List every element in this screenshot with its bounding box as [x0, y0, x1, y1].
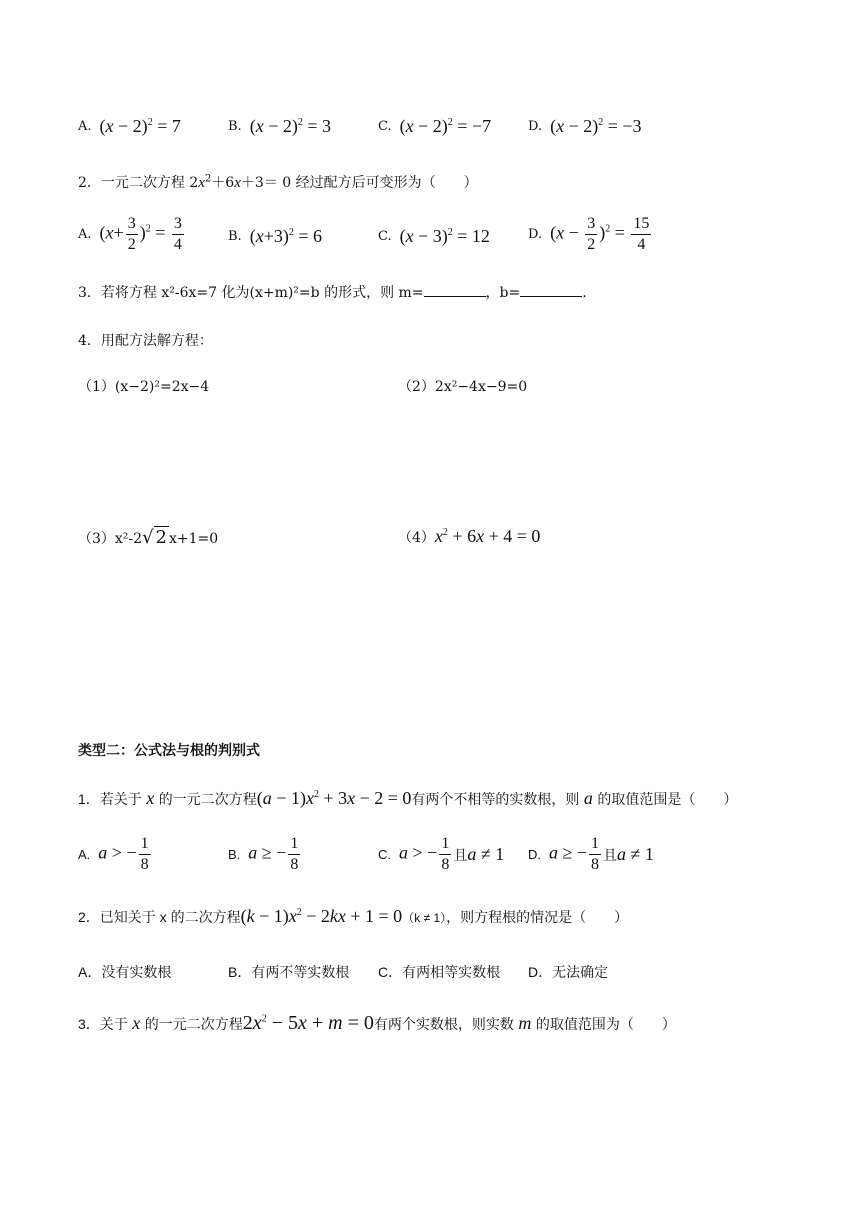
s2q1-option-d [528, 836, 654, 873]
option-label: C. [378, 847, 391, 862]
and-connector: 且 [603, 846, 618, 863]
sqrt-symbol: √ 2 [142, 527, 167, 548]
option-expression: a ≥ − $\frac{1}{8}$ [549, 835, 600, 873]
option-expression: $(x - 2)^2 = -3$ [550, 116, 642, 136]
answer-blank-b[interactable] [520, 284, 582, 297]
question-3-text [78, 282, 587, 302]
q1-option-c [378, 116, 491, 137]
q3-text-mid: ，b= [485, 285, 521, 301]
option-label: A. [78, 227, 92, 242]
option-condition: a ≠ 1 [617, 844, 654, 864]
q4-part-1: （1）(x−2)²=2x−4 [78, 379, 210, 395]
s2q2-condition: （k ≠ 1） [402, 911, 447, 925]
q1-option-a [78, 116, 181, 137]
s2q3-mid1: 的一元二次方程 [144, 1016, 243, 1032]
answer-blank-m[interactable] [424, 284, 486, 297]
option-expression: a ≥ − $\frac{1}{8}$ [248, 835, 299, 873]
q2-option-a [78, 216, 186, 253]
s2q3-mid2: 有两个实数根，则实数 [373, 1016, 514, 1032]
s2q1-pre: 1．若关于 [78, 791, 142, 807]
option-expression: $(x - 2)^2 = -7$ [399, 116, 492, 136]
s2q1-mid2: 有两个不相等的实数根，则 [411, 791, 580, 807]
q4-part-4 [398, 526, 540, 547]
section-heading: 类型二：公式法与根的判别式 [78, 742, 260, 758]
q3-text-post: . [582, 285, 587, 301]
option-label: D. [528, 119, 543, 134]
q4-part-3 [78, 526, 218, 548]
s2q1-post: 的取值范围是（ ） [597, 791, 738, 807]
option-label: C. [378, 119, 392, 134]
option-expression: $(x - 2)^2 = 3$ [249, 116, 331, 136]
q2-text-pre: 2．一元二次方程 2 [78, 175, 199, 191]
option-expression: $(x - 3)^2 = 12$ [399, 226, 490, 246]
q4-p3-pre: （3）x²-2 [78, 531, 143, 547]
s2q1-equation: $(a - 1)x^2 + 3x - 2 = 0$ [256, 788, 412, 808]
s2q2-option-b: B．有两不等实数根 [228, 964, 350, 980]
option-label: D. [528, 227, 543, 242]
s2q2-option-d: D．无法确定 [528, 964, 609, 980]
option-expression: a > − $\frac{1}{8}$ [399, 835, 450, 873]
s2q2-pre: 2．已知关于 x 的二次方程 [78, 909, 241, 925]
question-4-title: 4．用配方法解方程： [78, 333, 213, 349]
option-label: B. [228, 847, 241, 862]
option-expression: (x+ $\frac{3}{2}$ )$^2$ = $\frac{3}{4}$ [99, 215, 182, 253]
s2q2-equation: $(k - 1)x^2 - 2kx + 1 = 0$ [240, 906, 403, 926]
option-label: B. [228, 119, 242, 134]
q1-option-d [528, 116, 642, 137]
s2q3-post: 的取值范围为（ ） [535, 1016, 676, 1032]
q2-option-b [228, 226, 322, 247]
option-label: D. [528, 847, 541, 862]
s2q1-option-a [78, 836, 153, 873]
s2q1-option-b [228, 836, 302, 873]
option-label: C. [378, 229, 392, 244]
s2q2-option-c: C．有两相等实数根 [378, 964, 501, 980]
q2-option-c [378, 226, 490, 247]
and-connector: 且 [453, 846, 468, 863]
q4-p4-equation: $x^2 + 6x + 4 = 0$ [434, 526, 541, 546]
s2q2-option-a: A．没有实数根 [78, 964, 172, 980]
s2-question-3-text: 3．关于 x 的一元二次方程$2x^2 - 5x + m = 0$有两个实数根，则实数 m 的取值范围为（ ） [78, 1012, 676, 1034]
option-expression: (x − $\frac{3}{2}$ )$^2$ = $\frac{15}{4}$ [550, 215, 650, 253]
q3-text-pre: 3．若将方程 x²-6x=7 化为(x+m)²=b 的形式，则 m= [78, 285, 424, 301]
option-expression: a > − $\frac{1}{8}$ [98, 835, 149, 873]
s2q1-option-c [378, 836, 504, 873]
option-expression: $(x - 2)^2 = 7$ [99, 116, 181, 136]
option-condition: a ≠ 1 [467, 844, 505, 864]
s2q1-mid1: 的一元二次方程 [158, 791, 257, 807]
s2q2-post: ，则方程根的情况是（ ） [446, 909, 629, 925]
question-2-text: 2．一元二次方程 $2x^2+6x+3= 0$ 经过配方后可变形为（ ） [78, 173, 478, 191]
option-label: A. [78, 847, 91, 862]
option-expression: $(x+3)^2 = 6$ [249, 226, 322, 246]
option-label: A. [78, 119, 92, 134]
s2q3-equation: $2x^2 - 5x + m = 0$ [242, 1012, 374, 1034]
q2-text-post: ＋3＝ 0 经过配方后可变形为（ ） [240, 175, 478, 191]
q4-p4-label: （4） [398, 530, 435, 546]
s2-question-2-text [78, 906, 628, 927]
q4-part-2: （2）2x²−4x−9=0 [398, 379, 528, 395]
q2-text-mid: ＋6 [211, 175, 235, 191]
q4-p3-post: x+1=0 [169, 531, 219, 547]
s2q3-pre: 3．关于 [78, 1016, 128, 1032]
q2-option-d [528, 216, 653, 253]
q1-option-b [228, 116, 331, 137]
option-label: B. [228, 229, 242, 244]
s2-question-1-text: 1．若关于 x 的一元二次方程$(a - 1)x^2 + 3x - 2 = 0$有两个不相等的实数根，则 a 的取值范围是（ ） [78, 788, 738, 808]
